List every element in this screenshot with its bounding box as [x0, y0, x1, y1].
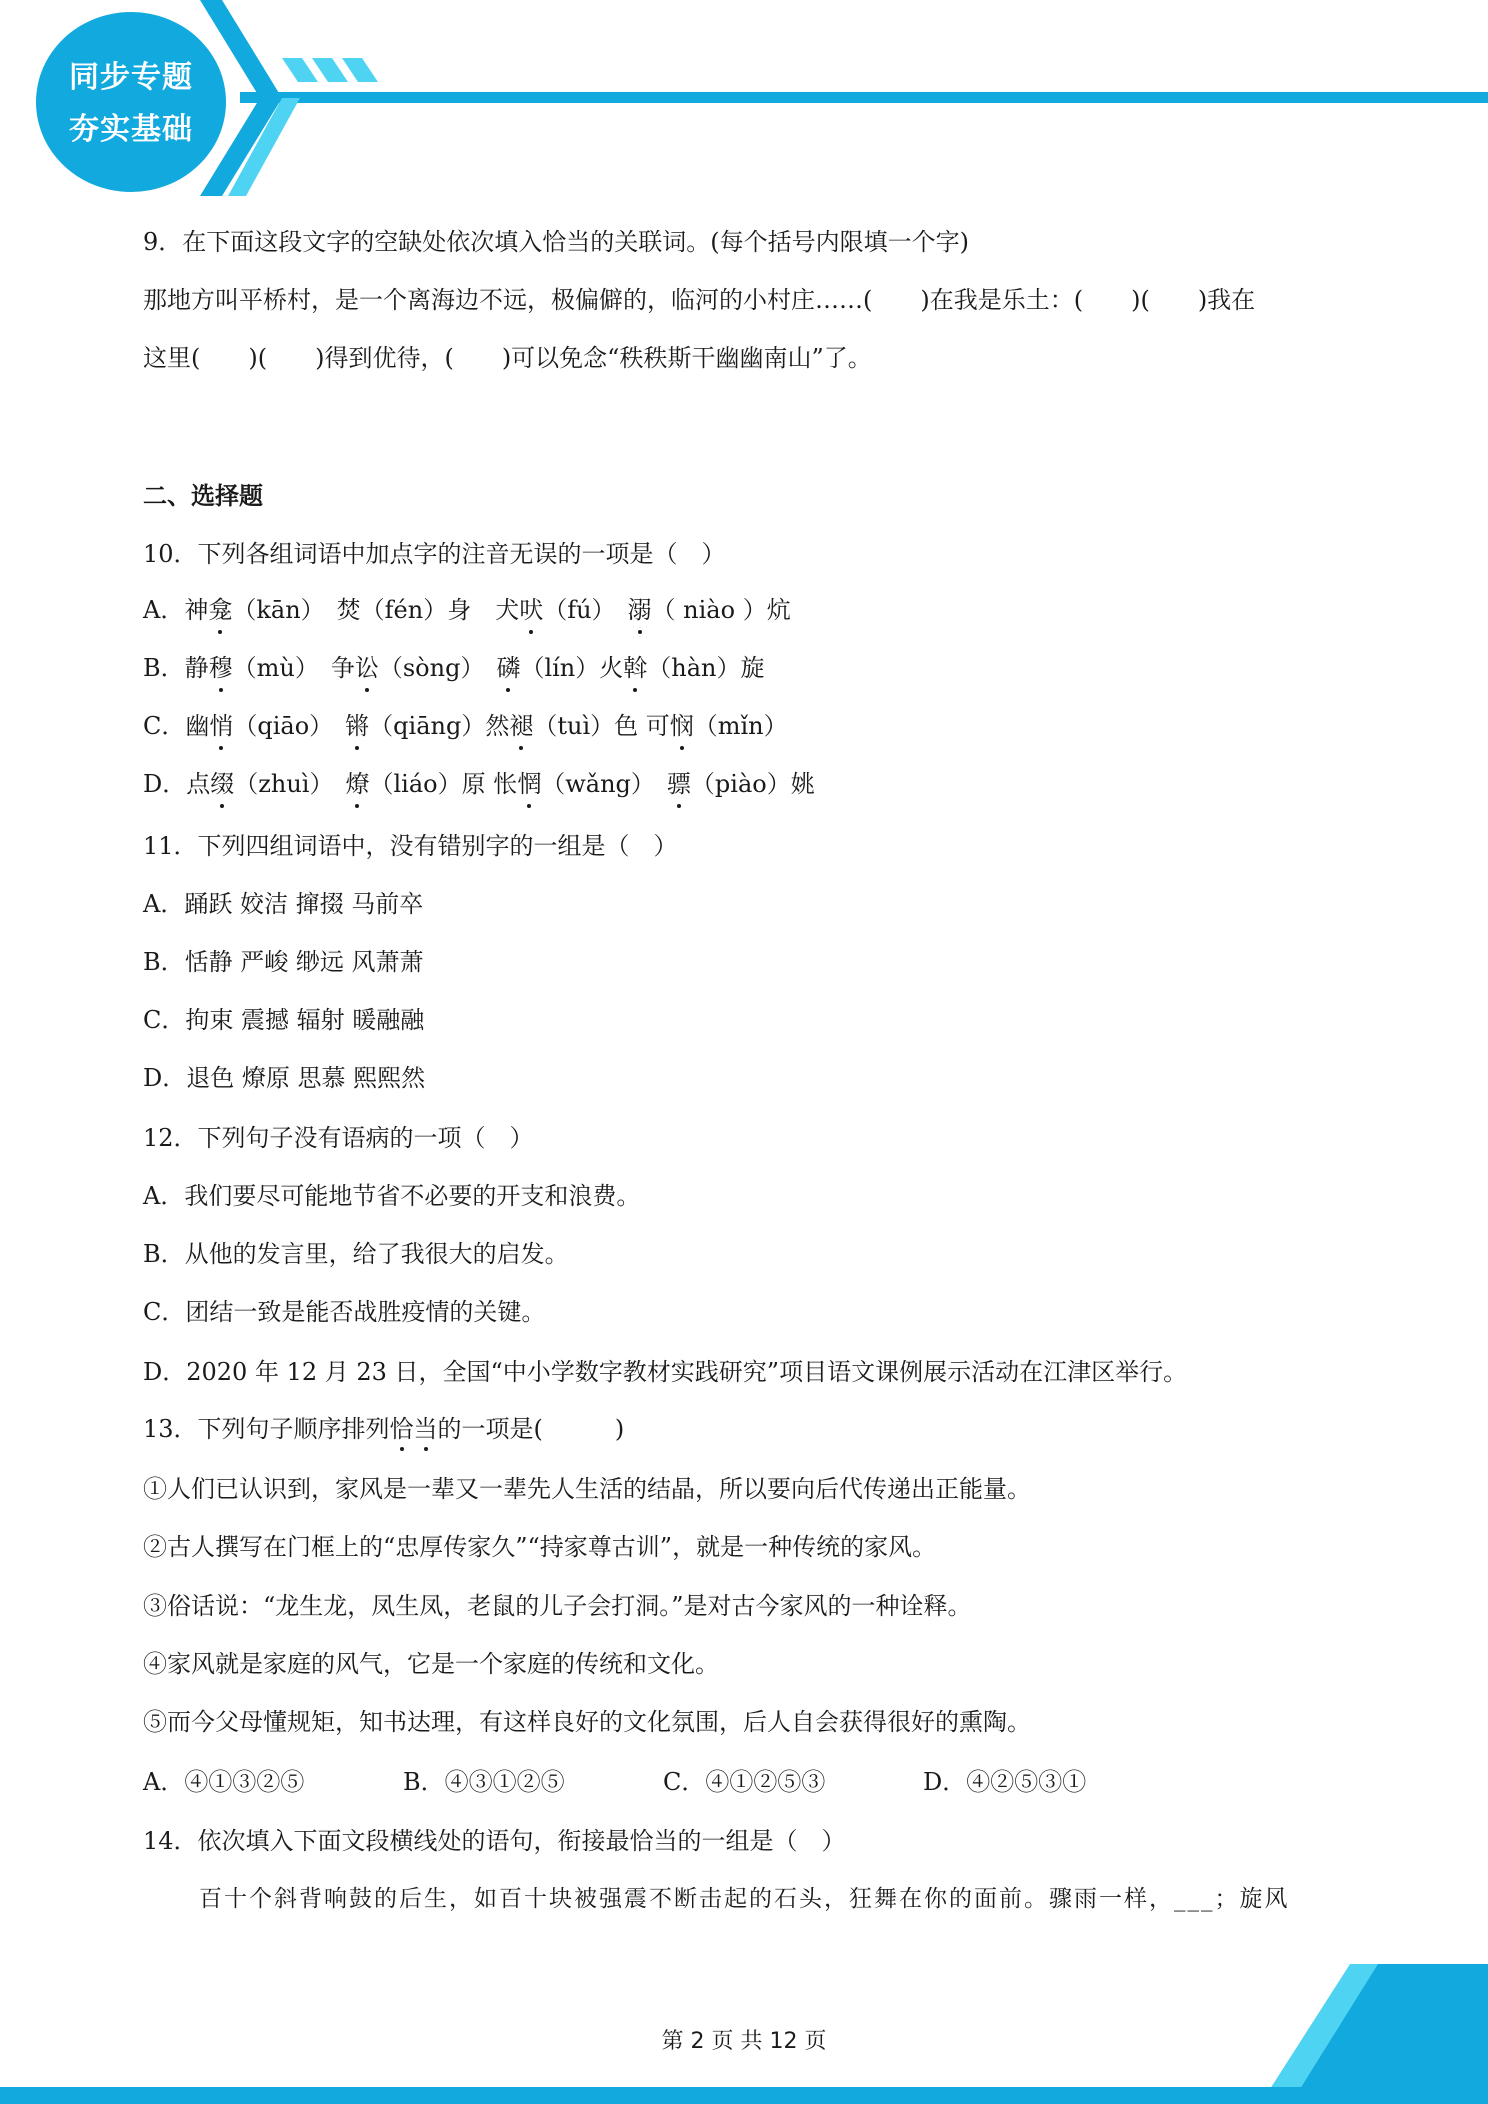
q13-title: 13．下列句子顺序排列恰当的一项是( )	[143, 1415, 625, 1443]
header-slash-3	[342, 58, 378, 82]
q11-option-d: D．退色 燎原 思慕 熙熙然	[143, 1064, 426, 1092]
footer-stripe	[0, 2087, 1488, 2104]
q11-option-b: B．恬静 严峻 缈远 风萧萧	[143, 948, 424, 976]
q13-option-a: A．④①③②⑤	[143, 1768, 305, 1796]
q11-option-c: C．拘束 震撼 辐射 暖融融	[143, 1006, 425, 1034]
q10-title: 10．下列各组词语中加点字的注音无误的一项是（ ）	[143, 540, 726, 568]
q13-sentence-1: ①人们已认识到，家风是一辈又一辈先人生活的结晶，所以要向后代传递出正能量。	[143, 1475, 1031, 1503]
q13-sentence-5: ⑤而今父母懂规矩，知书达理，有这样良好的文化氛围，后人自会获得很好的熏陶。	[143, 1708, 1031, 1736]
page-number: 第 2 页 共 12 页	[661, 2029, 827, 2054]
q9-line-2: 这里( )( )得到优待，( )可以免念“秩秩斯干幽幽南山”了。	[143, 344, 872, 372]
q10-option-b: B．静穆（mù） 争讼（sòng） 磷（lín）火斡（hàn）旋	[143, 654, 765, 682]
section-title: 二、选择题	[143, 482, 263, 510]
q13-option-d: D．④②⑤③①	[923, 1768, 1087, 1796]
q11-option-a: A．踊跃 姣洁 撺掇 马前卒	[143, 890, 424, 918]
header-slash-2	[312, 58, 348, 82]
q12-option-c: C．团结一致是能否战胜疫情的关键。	[143, 1298, 546, 1326]
q13-sentence-3: ③俗话说：“龙生龙，凤生凤，老鼠的儿子会打洞。”是对古今家风的一种诠释。	[143, 1592, 972, 1620]
footer-banner	[0, 1944, 1488, 2104]
q12-option-a: A．我们要尽可能地节省不必要的开支和浪费。	[143, 1182, 641, 1210]
q14-title: 14．依次填入下面文段横线处的语句，衔接最恰当的一组是（ ）	[143, 1827, 846, 1855]
header-stripe	[240, 92, 1488, 103]
q10-option-c: C．幽悄（qiāo） 锵（qiāng）然褪（tuì）色 可悯（mǐn）	[143, 712, 788, 740]
q13-option-c: C．④①②⑤③	[663, 1768, 826, 1796]
q13-option-b: B．④③①②⑤	[403, 1768, 565, 1796]
q10-option-a: A．神龛（kān） 焚（fén）身 犬吠（fú） 溺（ niào ）炕	[143, 596, 791, 624]
q9-title: 9．在下面这段文字的空缺处依次填入恰当的关联词。(每个括号内限填一个字)	[143, 228, 969, 256]
q14-passage: 百十个斜背响鼓的后生，如百十块被强震不断击起的石头，狂舞在你的面前。骤雨一样，___；旋风	[199, 1886, 1290, 1912]
q12-option-b: B．从他的发言里，给了我很大的启发。	[143, 1240, 569, 1268]
q11-title: 11．下列四组词语中，没有错别字的一组是（ ）	[143, 832, 678, 860]
badge-line-2: 夯实基础	[69, 112, 193, 147]
q10-option-d: D．点缀（zhuì） 燎（liáo）原 怅惘（wǎng） 骠（piào）姚	[143, 770, 815, 798]
badge-line-1: 同步专题	[69, 60, 193, 95]
q9-line-1: 那地方叫平桥村，是一个离海边不远，极偏僻的，临河的小村庄……( )在我是乐土：( )( )我在	[143, 286, 1256, 314]
q12-title: 12．下列句子没有语病的一项（ ）	[143, 1124, 534, 1152]
q13-sentence-4: ④家风就是家庭的风气，它是一个家庭的传统和文化。	[143, 1650, 719, 1678]
q13-options	[143, 1766, 1183, 1798]
header-badge	[36, 12, 226, 192]
q12-option-d: D．2020 年 12 月 23 日，全国“中小学数字教材实践研究”项目语文课例展示活动在江津区举行。	[143, 1358, 1188, 1386]
q13-sentence-2: ②古人撰写在门框上的“忠厚传家久”“持家尊古训”，就是一种传统的家风。	[143, 1533, 937, 1561]
